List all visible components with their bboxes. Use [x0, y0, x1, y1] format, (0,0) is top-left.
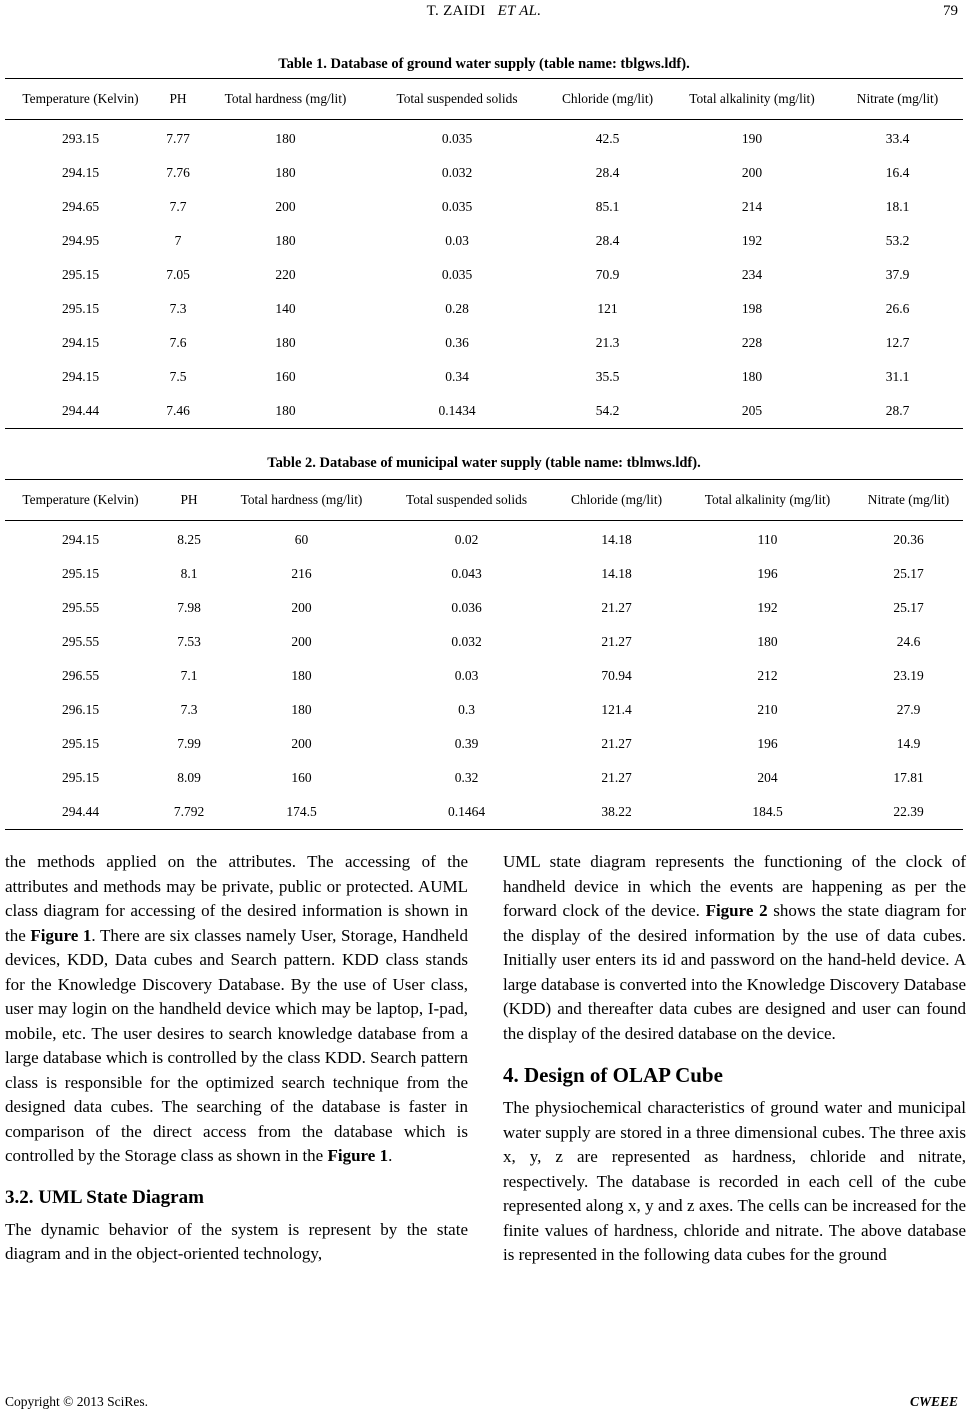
table-cell: 33.4	[885, 131, 910, 146]
table-cell: 27.9	[896, 702, 921, 717]
table-cell: 54.2	[543, 394, 672, 429]
table-cell: 295.15	[61, 267, 100, 282]
table-cell: 180	[757, 634, 778, 649]
table-cell: 7.1	[180, 668, 198, 683]
table-cell: 228	[741, 335, 763, 350]
table-cell: 35.5	[595, 369, 620, 384]
table-cell: 140	[275, 301, 296, 316]
table-cell: 7.53	[177, 634, 201, 649]
table-cell: 7.3	[180, 702, 198, 717]
column-header: Temperature (Kelvin)	[5, 79, 156, 120]
table-cell: 60	[294, 532, 309, 547]
table-cell: 8.09	[177, 770, 201, 785]
table-cell: 70.94	[601, 668, 632, 683]
section-heading-3-2: 3.2. UML State Diagram	[5, 1186, 204, 1208]
table-row	[5, 761, 963, 795]
table-cell: 22.39	[854, 795, 963, 830]
table-row	[5, 190, 963, 224]
table-cell: 25.17	[893, 566, 924, 581]
table-row	[5, 360, 963, 394]
table-cell: 200	[741, 165, 763, 180]
table-cell: 0.035	[441, 267, 473, 282]
table1-caption: Table 1. Database of ground water supply (table name: tblgws.ldf).	[278, 56, 690, 72]
table-cell: 0.32	[454, 770, 479, 785]
table-cell: 0.032	[451, 634, 482, 649]
table-cell: 21.27	[601, 770, 632, 785]
table-cell: 216	[291, 566, 312, 581]
table-row	[5, 557, 963, 591]
table-cell: 180	[275, 335, 296, 350]
table-cell: 28.4	[595, 165, 620, 180]
table-cell: 0.02	[454, 532, 479, 547]
column-header: Total hardness (mg/lit)	[200, 79, 371, 120]
table-cell: 28.4	[595, 233, 620, 248]
table-row	[5, 258, 963, 292]
column-header: Chloride (mg/lit)	[543, 79, 672, 120]
table-cell: 12.7	[885, 335, 910, 350]
table-cell: 212	[757, 668, 778, 683]
table-cell: 295.15	[61, 736, 100, 751]
table-cell: 205	[672, 394, 832, 429]
table-cell: 0.3	[458, 702, 475, 717]
table-cell: 198	[741, 301, 763, 316]
table-cell: 7.6	[169, 335, 187, 350]
table-cell: 180	[291, 668, 312, 683]
table-cell: 23.19	[893, 668, 924, 683]
table-cell: 294.15	[61, 335, 100, 350]
table-cell: 121	[597, 301, 618, 316]
table-cell: 21.27	[601, 600, 632, 615]
table-cell: 0.28	[445, 301, 469, 316]
table-row	[5, 394, 963, 429]
column-header: Temperature (Kelvin)	[5, 480, 156, 521]
table-cell: 180	[200, 394, 371, 429]
table-row	[5, 120, 963, 157]
table-cell: 204	[757, 770, 778, 785]
running-header	[0, 0, 968, 30]
table-cell: 184.5	[681, 795, 854, 830]
table-cell: 14.18	[601, 566, 632, 581]
page-number: 79	[943, 3, 958, 19]
table-cell: 214	[741, 199, 763, 214]
column-header: PH	[156, 79, 200, 120]
column-header: Total alkalinity (mg/lit)	[672, 79, 832, 120]
table2-header-row	[5, 480, 963, 521]
table-cell: 31.1	[885, 369, 910, 384]
table-row	[5, 727, 963, 761]
right-paragraph-1	[503, 850, 966, 1046]
table-cell: 7.5	[169, 369, 187, 384]
table-cell: 16.4	[885, 165, 910, 180]
table-cell: 180	[291, 702, 312, 717]
table-cell: 234	[741, 267, 763, 282]
table1	[5, 78, 963, 429]
table-row	[5, 591, 963, 625]
table-cell: 18.1	[885, 199, 910, 214]
figure-2-reference: Figure 2	[705, 901, 768, 920]
table-cell: 190	[741, 131, 763, 146]
table-cell: 180	[275, 131, 296, 146]
table-cell: 0.1464	[381, 795, 552, 830]
table-cell: 295.15	[61, 770, 100, 785]
table-cell: 0.03	[445, 233, 469, 248]
page-footer	[0, 1394, 968, 1414]
right-para1-text-a: UML state diagram represents the functioning of the clock of handheld device in which the events are happening as per the forward clock of the device.	[503, 852, 966, 920]
table-cell: 160	[291, 770, 312, 785]
column-header: Total suspended solids	[371, 79, 543, 120]
table-cell: 192	[757, 600, 778, 615]
table-cell: 0.032	[441, 165, 473, 180]
table-cell: 0.035	[441, 131, 473, 146]
table1-body	[5, 120, 963, 429]
column-header: Total alkalinity (mg/lit)	[681, 480, 854, 521]
table-cell: 0.03	[454, 668, 479, 683]
table-row	[5, 292, 963, 326]
table-cell: 294.65	[61, 199, 100, 214]
table-cell: 294.15	[61, 165, 100, 180]
table-cell: 7.99	[177, 736, 201, 751]
table-cell: 7.77	[166, 131, 190, 146]
header-author: T. ZAIDI	[426, 3, 486, 19]
table-cell: 200	[291, 736, 312, 751]
table-cell: 196	[757, 736, 778, 751]
table-cell: 0.34	[445, 369, 469, 384]
column-header: Total hardness (mg/lit)	[222, 480, 381, 521]
table-cell: 28.7	[832, 394, 963, 429]
left-paragraph-2: The dynamic behavior of the system is represent by the state diagram and in the object-oriented technology,	[5, 1219, 468, 1263]
left-para1-text-b: . There are six classes namely User, Storage, Handheld devices, KDD, Data cubes and Search pattern. KDD class stands for the Knowledge Discovery Database. By the use of User class, user may login on the handheld device which may be laptop, I-pad, mobile, etc. The user desires to search knowledge database from a large database which is controlled by the class KDD. Search pattern class is responsible for the optimized search technique from the designed data cubes. The searching of the database is faster in comparison of the direct access from the database which is controlled by the Storage class as shown in the	[5, 925, 468, 1165]
section-heading-4: 4. Design of OLAP Cube	[503, 1063, 723, 1087]
table-cell: 296.15	[61, 702, 100, 717]
table-cell: 294.95	[61, 233, 100, 248]
table-cell: 180	[275, 233, 296, 248]
table-row	[5, 156, 963, 190]
table-cell: 295.55	[61, 600, 100, 615]
table-cell: 38.22	[552, 795, 681, 830]
table-cell: 180	[275, 165, 296, 180]
table-cell: 20.36	[893, 532, 924, 547]
table-cell: 295.15	[61, 566, 100, 581]
table-cell: 160	[275, 369, 296, 384]
table-cell: 200	[291, 600, 312, 615]
table-row	[5, 224, 963, 258]
table-row	[5, 521, 963, 558]
table-cell: 121.4	[601, 702, 632, 717]
table-cell: 294.15	[61, 532, 100, 547]
table-cell: 0.39	[454, 736, 479, 751]
table-row	[5, 659, 963, 693]
table-cell: 200	[291, 634, 312, 649]
figure-1-reference: Figure 1	[30, 925, 92, 945]
table-cell: 0.035	[441, 199, 473, 214]
left-paragraph-1	[5, 850, 468, 1169]
left-para1-text-a: the methods applied on the attributes. The accessing of the attributes and methods may be private, public or protected. AUML class diagram for accessing of the desired information is shown in the	[5, 852, 468, 945]
column-header: Total suspended solids	[381, 480, 552, 521]
table-cell: 7.46	[156, 394, 200, 429]
table-cell: 8.25	[177, 532, 201, 547]
table-cell: 7.792	[156, 795, 222, 830]
table-cell: 174.5	[222, 795, 381, 830]
table2-caption: Table 2. Database of municipal water supply (table name: tblmws.ldf).	[267, 455, 701, 471]
table-cell: 7.3	[169, 301, 187, 316]
table-cell: 7.7	[169, 199, 187, 214]
table-cell: 294.44	[5, 394, 156, 429]
table-row	[5, 326, 963, 360]
table-cell: 7.76	[166, 165, 190, 180]
column-header: Nitrate (mg/lit)	[832, 79, 963, 120]
table-cell: 21.27	[601, 634, 632, 649]
table2	[5, 479, 963, 830]
column-header: PH	[156, 480, 222, 521]
table-cell: 0.36	[445, 335, 469, 350]
table-cell: 21.27	[601, 736, 632, 751]
figure-1-reference-2: Figure 1	[327, 1146, 389, 1165]
column-header: Nitrate (mg/lit)	[854, 480, 963, 521]
table-cell: 180	[741, 369, 763, 384]
table-cell: 294.44	[5, 795, 156, 830]
table-cell: 7	[174, 233, 182, 248]
table-cell: 21.3	[595, 335, 620, 350]
column-header: Chloride (mg/lit)	[552, 480, 681, 521]
table-cell: 37.9	[885, 267, 910, 282]
header-et-al: ET AL.	[497, 3, 542, 19]
table-cell: 7.05	[166, 267, 190, 282]
table-cell: 192	[741, 233, 763, 248]
table-cell: 295.15	[61, 301, 100, 316]
table-cell: 85.1	[595, 199, 620, 214]
table-cell: 70.9	[595, 267, 620, 282]
table1-header-row	[5, 79, 963, 120]
table2-body	[5, 521, 963, 830]
table-cell: 196	[757, 566, 778, 581]
table-cell: 17.81	[893, 770, 924, 785]
table-row	[5, 693, 963, 727]
table-cell: 24.6	[896, 634, 921, 649]
right-para1-text-b: shows the state diagram for the display of the desired information by the use of data cubes. Initially user enters its id and password on the hand-held device. A large database is converted into the Knowledge Discovery Database (KDD) and thereafter data cubes are designed and user can found the display of the desired database on the device.	[503, 901, 966, 1043]
right-text-column	[503, 850, 966, 1268]
left-text-column	[5, 850, 468, 1267]
table-cell: 26.6	[885, 301, 910, 316]
table-cell: 42.5	[595, 131, 620, 146]
table-cell: 210	[757, 702, 778, 717]
table-cell: 25.17	[893, 600, 924, 615]
table-cell: 295.55	[61, 634, 100, 649]
left-para1-text-c: .	[388, 1146, 393, 1165]
table-cell: 14.9	[896, 736, 921, 751]
right-paragraph-2: The physiochemical characteristics of ground water and municipal water supply are stored in a three dimensional cubes. The three axis x, y, z are represented as hardness, chloride and nitrate, respectively. The database is recorded in each cell of the cube represented along x, y and z axes. The cells can be increased for the finite values of hardness, chloride and nitrate. The above database is represented in the following data cubes for the ground	[503, 1098, 966, 1264]
running-header-title	[0, 3, 968, 20]
table-row	[5, 795, 963, 830]
table-cell: 53.2	[885, 233, 910, 248]
table-row	[5, 625, 963, 659]
table-cell: 14.18	[601, 532, 632, 547]
table-cell: 0.036	[451, 600, 482, 615]
journal-name: CWEEE	[909, 1394, 958, 1409]
table-cell: 293.15	[61, 131, 100, 146]
table-cell: 110	[757, 532, 778, 547]
table-cell: 296.55	[61, 668, 100, 683]
table-cell: 294.15	[61, 369, 100, 384]
table-cell: 200	[275, 199, 296, 214]
copyright-notice: Copyright © 2013 SciRes.	[5, 1394, 149, 1409]
table-cell: 220	[275, 267, 296, 282]
table-cell: 0.1434	[371, 394, 543, 429]
table-cell: 8.1	[180, 566, 198, 581]
table-cell: 0.043	[451, 566, 482, 581]
table-cell: 7.98	[177, 600, 201, 615]
